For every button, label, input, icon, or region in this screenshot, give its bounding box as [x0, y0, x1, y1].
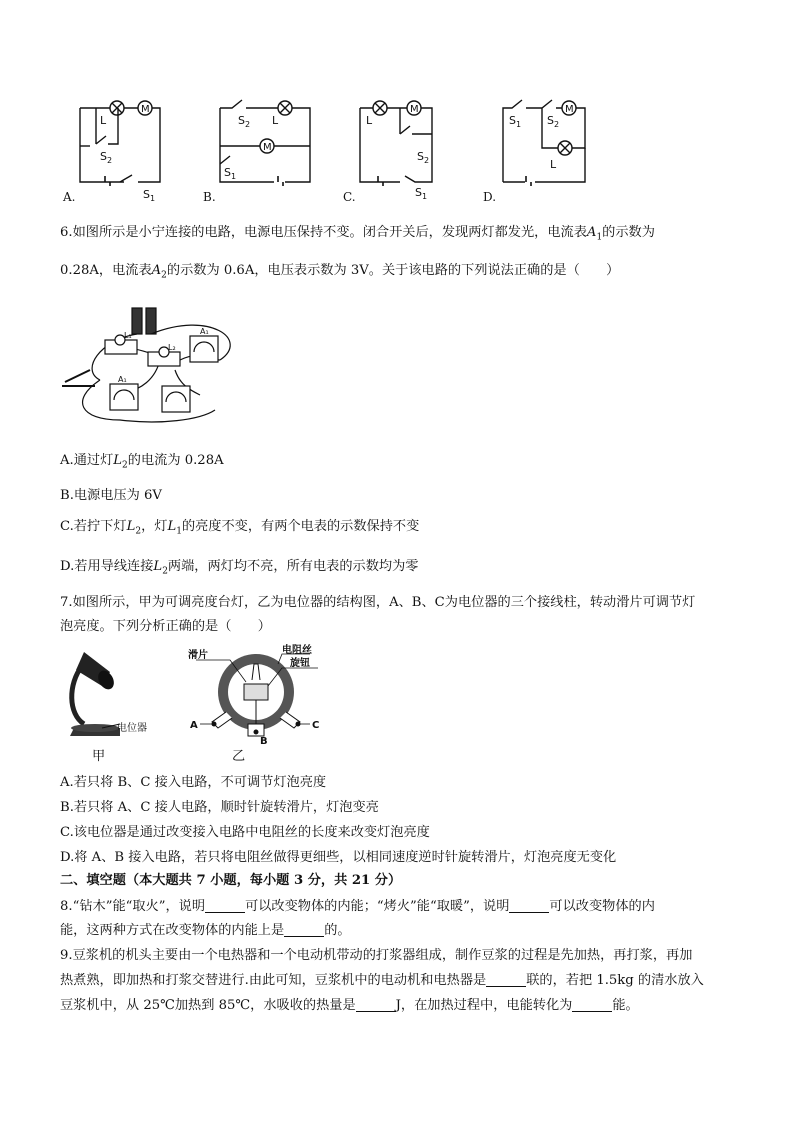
- q6-opt-a-sym: L: [113, 453, 123, 468]
- q7-potentiometer-figure: [186, 644, 326, 748]
- q6-fig-a1-top: A₁: [200, 327, 209, 336]
- circuit-a-lamp-label: L: [100, 114, 107, 127]
- q8-blank-3[interactable]: [284, 922, 324, 937]
- q6-stem-line1: [60, 224, 655, 247]
- q6-opt-c-text3: 的亮度不变，有两个电表的示数保持不变: [181, 519, 420, 534]
- q7-option-b: B.若只将 A、C 接人电路，顺时针旋转滑片，灯泡变亮: [60, 800, 379, 815]
- circuit-diagrams: [60, 88, 600, 208]
- q6-option-c: [60, 518, 419, 541]
- q6-fig-l1: L₁: [124, 331, 132, 340]
- option-label-a: A.: [63, 190, 76, 204]
- q9-line2: [60, 972, 704, 990]
- q8-line2-b: 的。: [324, 923, 351, 938]
- q7-option-a: A.若只将 B、C 接入电路，不可调节灯泡亮度: [60, 775, 327, 790]
- circuit-c-lamp-label: L: [366, 114, 373, 127]
- q7-option-d: D.将 A、B 接入电路，若只将电阻丝做得更细些，以相同速度逆时针旋转滑片，灯泡亮度无变化: [60, 850, 617, 865]
- q6-fig-l2: L₂: [168, 343, 176, 352]
- q9-blank-1[interactable]: [486, 972, 526, 987]
- circuit-a-motor-label: M: [141, 104, 150, 115]
- circuit-d-motor-label: M: [565, 104, 574, 115]
- q9-line3-b: J，在加热过程中，电能转化为: [395, 998, 573, 1013]
- q8-line2-a: 能，这两种方式在改变物体的内能上是: [60, 923, 285, 938]
- q6-opt-a-sub: 2: [122, 460, 128, 471]
- q6-opt-c-text2: ，灯: [141, 519, 168, 534]
- q8-line1-b: 可以改变物体的内能；“烤火”能“取暖”，说明: [245, 899, 510, 914]
- q6-opt-d-text2: 两端，两灯均不亮，所有电表的示数均为零: [167, 559, 419, 574]
- circuit-d-s1-label: $S_1$: [509, 114, 522, 129]
- q7-fig-c: C: [312, 720, 320, 731]
- q6-line2-b: 的示数为 0.6A，电压表示数为 3V。关于该电路的下列说法正确的是（ ）: [166, 263, 620, 278]
- circuit-b-motor-label: M: [263, 142, 272, 153]
- q9-blank-2[interactable]: [356, 997, 396, 1012]
- q6-opt-c-text1: C.若拧下灯: [60, 519, 127, 534]
- section-2-title: 二、填空题（本大题共 7 小题，每小题 3 分，共 21 分）: [60, 873, 402, 888]
- q8-blank-2[interactable]: [509, 898, 549, 913]
- q6-a1-symbol: A: [586, 225, 597, 240]
- q6-opt-d-sub: 2: [162, 566, 168, 577]
- q8-line2: [60, 922, 351, 940]
- q6-opt-c-sub1: 2: [135, 526, 142, 537]
- q9-line2-a: 热煮熟，即加热和打浆交替进行.由此可知，豆浆机中的电动机和电热器是: [60, 973, 487, 988]
- q6-opt-a-text2: 的电流为 0.28A: [127, 453, 224, 468]
- circuit-a-s1-label: $S_1$: [143, 188, 156, 203]
- q7-option-c: C.该电位器是通过改变接入电路中电阻丝的长度来改变灯泡亮度: [60, 825, 430, 840]
- q6-fig-a2: A₁: [118, 375, 127, 384]
- q7-fig-wire: 电阻丝: [282, 645, 312, 656]
- q9-blank-3[interactable]: [572, 997, 612, 1012]
- q7-fig-jia-label: 电位器: [117, 723, 147, 734]
- q7-fig-yi-caption: 乙: [232, 749, 246, 764]
- q7-fig-b: B: [260, 736, 268, 747]
- q6-circuit-figure: [60, 300, 240, 430]
- option-label-d: D.: [483, 190, 497, 204]
- option-label-c: C.: [343, 190, 356, 204]
- circuit-c-s2-label: $S_2$: [417, 150, 430, 165]
- q6-opt-d-sym: L: [153, 559, 163, 574]
- q6-line2-a: 0.28A，电流表: [60, 263, 152, 278]
- q7-fig-a: A: [190, 720, 198, 731]
- q9-line3-c: 能。: [612, 998, 639, 1013]
- circuit-d-s2-label: $S_2$: [547, 114, 560, 129]
- q6-opt-d-text1: D.若用导线连接: [60, 559, 154, 574]
- q6-option-b: B.电源电压为 6V: [60, 488, 162, 503]
- q9-line3: [60, 997, 639, 1015]
- q9-line3-a: 豆浆机中，从 25℃加热到 85℃，水吸收的热量是: [60, 998, 356, 1013]
- q7-stem-line1: 7.如图所示，甲为可调亮度台灯，乙为电位器的结构图，A、B、C为电位器的三个接线柱，转动滑片可调节灯: [60, 595, 696, 610]
- q7-desk-lamp-figure: [62, 644, 182, 744]
- q9-line1: 9.豆浆机的机头主要由一个电热器和一个电动机带动的打浆器组成，制作豆浆的过程是先加热，再打浆，再加: [60, 948, 693, 963]
- circuit-b-s1-label: $S_1$: [224, 166, 237, 181]
- q6-stem-line2: [60, 262, 619, 285]
- q6-option-d: [60, 558, 418, 581]
- q9-line2-b: 联的，若把 1.5kg 的清水放入: [526, 973, 704, 988]
- q6-a2-sub: 2: [161, 270, 167, 281]
- circuit-d-lamp-label: L: [550, 158, 557, 171]
- q6-line1-end: 的示数为: [602, 225, 655, 240]
- q6-opt-a-text1: A.通过灯: [60, 453, 114, 468]
- q8-line1-c: 可以改变物体的内: [549, 899, 655, 914]
- circuit-b-lamp-label: L: [272, 114, 279, 127]
- q6-line1-text: 6.如图所示是小宁连接的电路，电源电压保持不变。闭合开关后，发现两灯都发光，电流表: [60, 225, 587, 240]
- q8-blank-1[interactable]: [205, 898, 245, 913]
- q7-stem-line2: 泡亮度。下列分析正确的是（ ）: [60, 619, 271, 634]
- q6-option-a: [60, 452, 224, 475]
- q8-line1-a: 8.“钻木”能“取火”，说明: [60, 899, 206, 914]
- option-label-b: B.: [203, 190, 216, 204]
- circuit-b-s2-label: $S_2$: [238, 114, 251, 129]
- q6-opt-c-sym2: L: [167, 519, 177, 534]
- q8-line1: [60, 898, 655, 916]
- q6-a1-sub: 1: [596, 232, 603, 243]
- q7-fig-jia-caption: 甲: [92, 749, 106, 764]
- q6-opt-c-sub2: 1: [176, 526, 182, 537]
- circuit-a-s2-label: $S_2$: [100, 150, 113, 165]
- q6-a2-symbol: A: [151, 263, 162, 278]
- q7-fig-slider: 滑片: [188, 650, 208, 661]
- circuit-c-motor-label: M: [410, 104, 419, 115]
- q6-opt-c-sym1: L: [126, 519, 136, 534]
- circuit-c-s1-label: $S_1$: [415, 186, 428, 201]
- q7-fig-knob: 旋钮: [290, 658, 310, 669]
